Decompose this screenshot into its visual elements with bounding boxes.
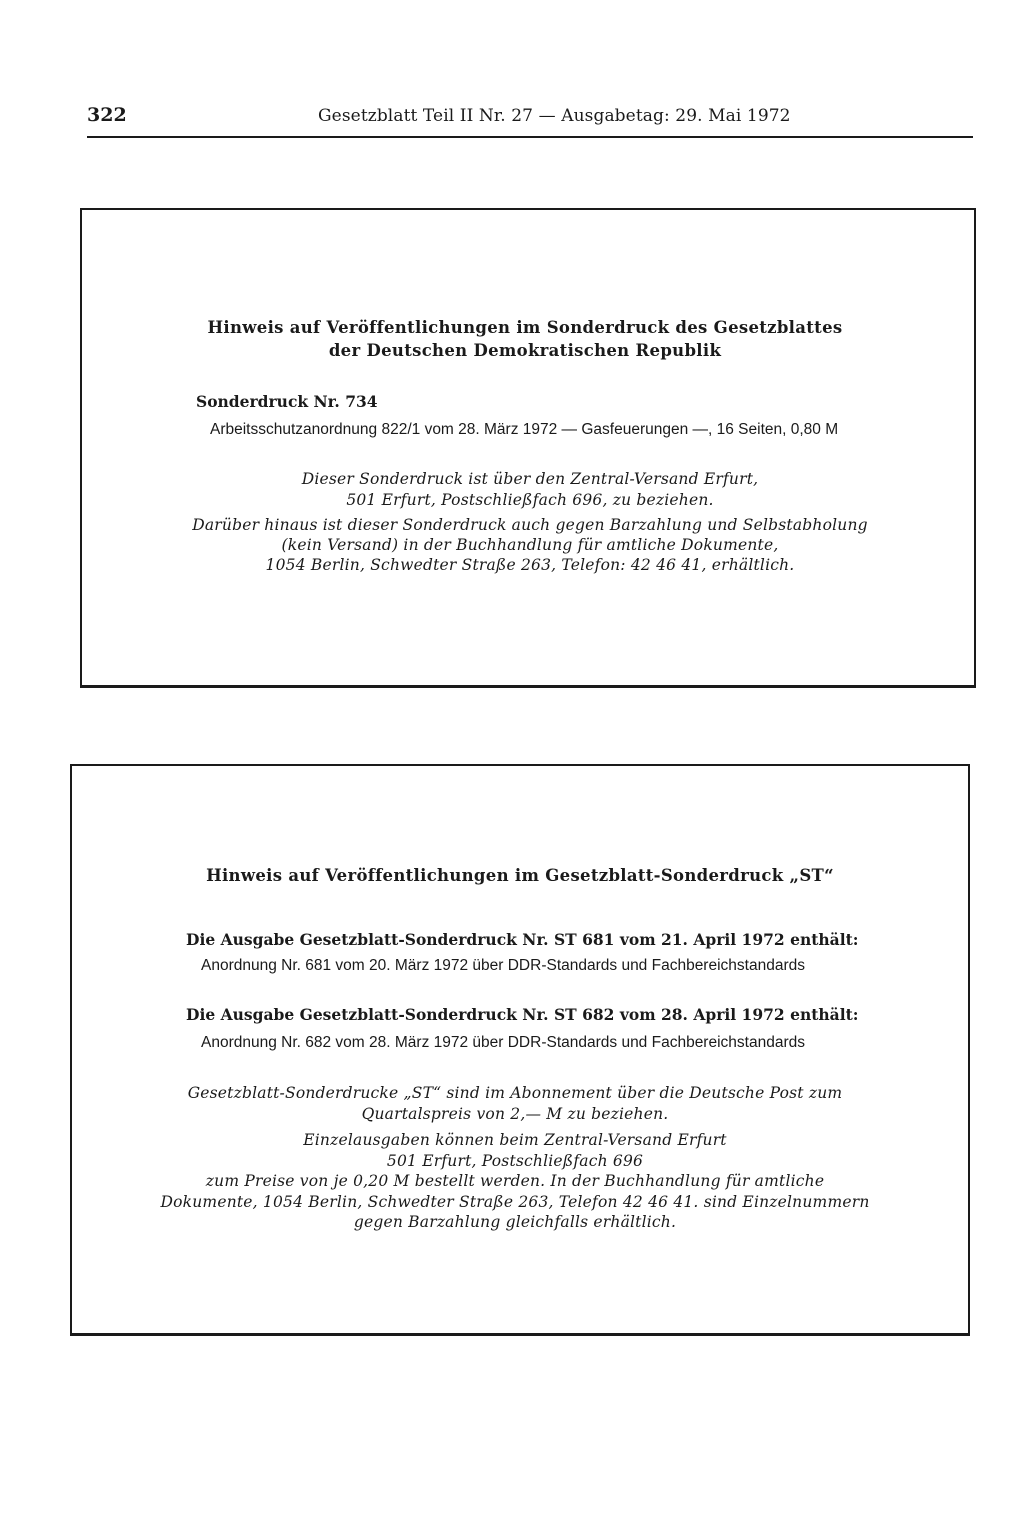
- notice2-info-line: Quartalspreis von 2,— M zu beziehen.: [361, 1105, 669, 1123]
- notice2-entry-title: Die Ausgabe Gesetzblatt-Sonderdruck Nr. ST 682 vom 28. April 1972 enthält:: [186, 1005, 859, 1024]
- notice2-entry-title: Die Ausgabe Gesetzblatt-Sonderdruck Nr. ST 681 vom 21. April 1972 enthält:: [186, 930, 859, 949]
- notice2-entry-text: Anordnung Nr. 681 vom 20. März 1972 über DDR-Standards und Fachbereichstandards: [201, 957, 805, 974]
- sonderdruck-notice-box: [80, 208, 976, 688]
- notice2-info-line: 501 Erfurt, Postschließfach 696: [386, 1152, 644, 1170]
- notice2-entry-text: Anordnung Nr. 682 vom 28. März 1972 über DDR-Standards und Fachbereichstandards: [201, 1034, 805, 1051]
- notice2-info-line: zum Preise von je 0,20 M bestellt werden. In der Buchhandlung für amtliche: [205, 1172, 825, 1190]
- notice1-heading-line1: Hinweis auf Veröffentlichungen im Sonderdruck des Gesetzblattes: [207, 318, 843, 337]
- notice2-heading: Hinweis auf Veröffentlichungen im Gesetzblatt-Sonderdruck „ST“: [206, 866, 834, 885]
- notice1-entry-title: Sonderdruck Nr. 734: [196, 392, 378, 411]
- notice2-info-line: Einzelausgaben können beim Zentral-Versand Erfurt: [303, 1131, 727, 1149]
- notice1-entry-text: Arbeitsschutzanordnung 822/1 vom 28. März 1972 — Gasfeuerungen —, 16 Seiten, 0,80 M: [210, 421, 839, 438]
- notice2-info-line: Dokumente, 1054 Berlin, Schwedter Straße 263, Telefon 42 46 41. sind Einzelnummern: [160, 1193, 870, 1211]
- header-rule: [87, 136, 973, 138]
- notice2-info-line: Gesetzblatt-Sonderdrucke „ST“ sind im Abonnement über die Deutsche Post zum: [187, 1084, 843, 1102]
- notice1-info-line: Dieser Sonderdruck ist über den Zentral-Versand Erfurt,: [301, 470, 759, 488]
- notice2-info-line: gegen Barzahlung gleichfalls erhältlich.: [353, 1213, 677, 1231]
- running-title: Gesetzblatt Teil II Nr. 27 — Ausgabetag: 29. Mai 1972: [318, 106, 791, 126]
- notice1-info-line: 501 Erfurt, Postschließfach 696, zu beziehen.: [346, 491, 714, 509]
- notice1-info-line: (kein Versand) in der Buchhandlung für amtliche Dokumente,: [281, 536, 779, 554]
- notice1-info-line: 1054 Berlin, Schwedter Straße 263, Telefon: 42 46 41, erhältlich.: [265, 556, 795, 574]
- page-number: 322: [87, 104, 127, 126]
- notice1-info-line: Darüber hinaus ist dieser Sonderdruck auch gegen Barzahlung und Selbstabholung: [192, 516, 868, 534]
- notice1-heading-line2: der Deutschen Demokratischen Republik: [328, 341, 722, 360]
